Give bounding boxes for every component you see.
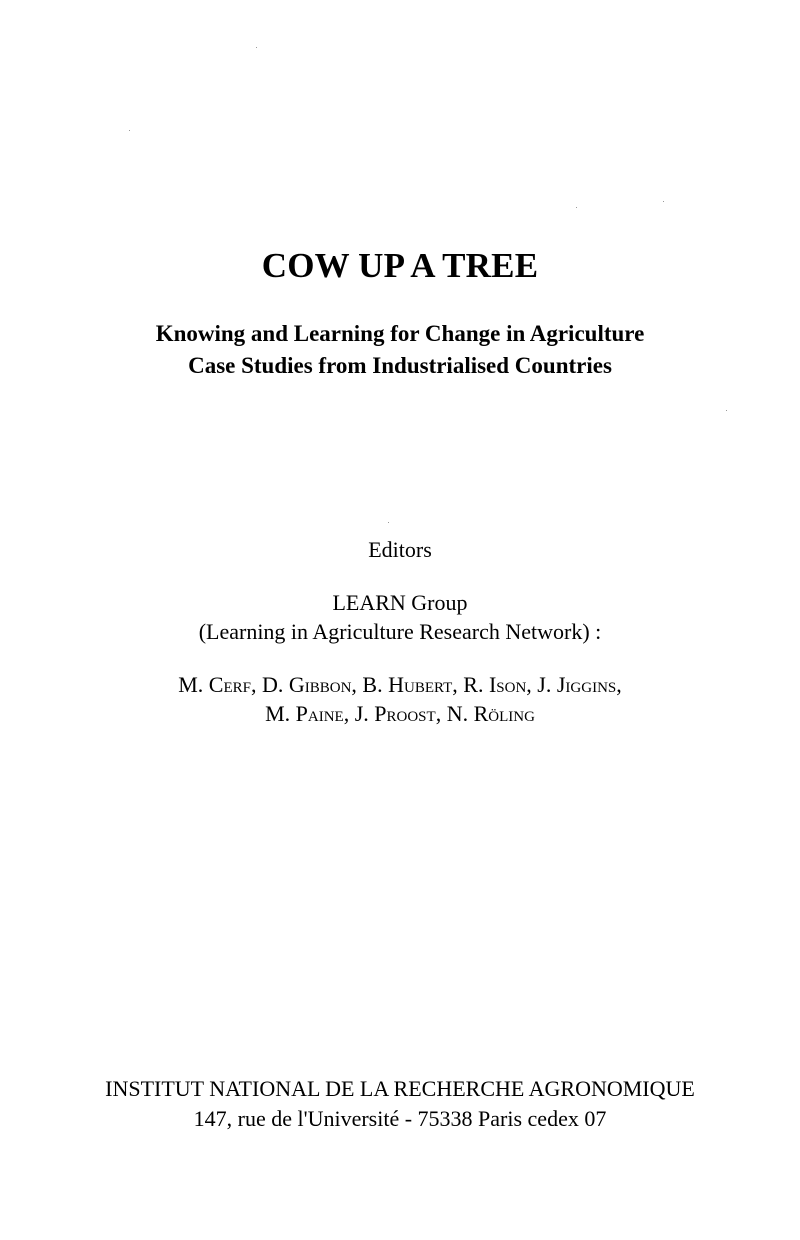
author-initial: N. [446,701,474,726]
group-expansion: (Learning in Agriculture Research Network) : [198,619,602,644]
scan-speck [663,201,664,202]
scan-speck [256,47,257,48]
author-surname: Proost [374,701,436,726]
author-initial: B. [362,672,389,697]
publisher-address: 147, rue de l'Université - 75338 Paris cedex 07 [193,1106,607,1131]
authors-line-2 [0,701,800,727]
author-separator: , [250,672,262,697]
subtitle-line-1: Knowing and Learning for Change in Agriculture [155,321,645,346]
author-surname: Gibbon [288,672,352,697]
subtitle-line-2: Case Studies from Industrialised Countries [188,353,612,378]
author [463,672,537,697]
author-surname: Hubert [388,672,453,697]
author-surname: Cerf [208,672,251,697]
author [355,701,447,726]
author-initial: M. [265,701,296,726]
author-separator: , [452,672,464,697]
author [178,672,262,697]
author-initial: J. [537,672,557,697]
author-initial: M. [178,672,209,697]
editors-heading: Editors [368,537,432,562]
scan-speck [726,410,727,411]
scan-speck [576,207,577,208]
author [362,672,463,697]
author-initial: J. [354,701,375,726]
author-initial: R. [463,672,489,697]
author-surname: Paine [295,701,344,726]
author-surname: Jiggins [556,672,617,697]
book-title: COW UP A TREE [261,246,539,285]
author-initial: D. [261,672,289,697]
author-separator: , [343,701,355,726]
author [262,672,362,697]
group-name: LEARN Group [332,590,468,615]
authors-line-1 [0,672,800,698]
author [447,701,535,726]
scan-speck [129,130,130,131]
author-separator: , [616,672,622,697]
author-surname: Ison [488,672,527,697]
scan-speck [388,522,389,523]
author-separator: , [526,672,538,697]
author-separator: , [351,672,363,697]
publisher-name: INSTITUT NATIONAL DE LA RECHERCHE AGRONOMIQUE [105,1076,695,1101]
author-surname: Röling [473,701,535,726]
author [537,672,621,697]
author [265,701,355,726]
author-separator: , [435,701,447,726]
